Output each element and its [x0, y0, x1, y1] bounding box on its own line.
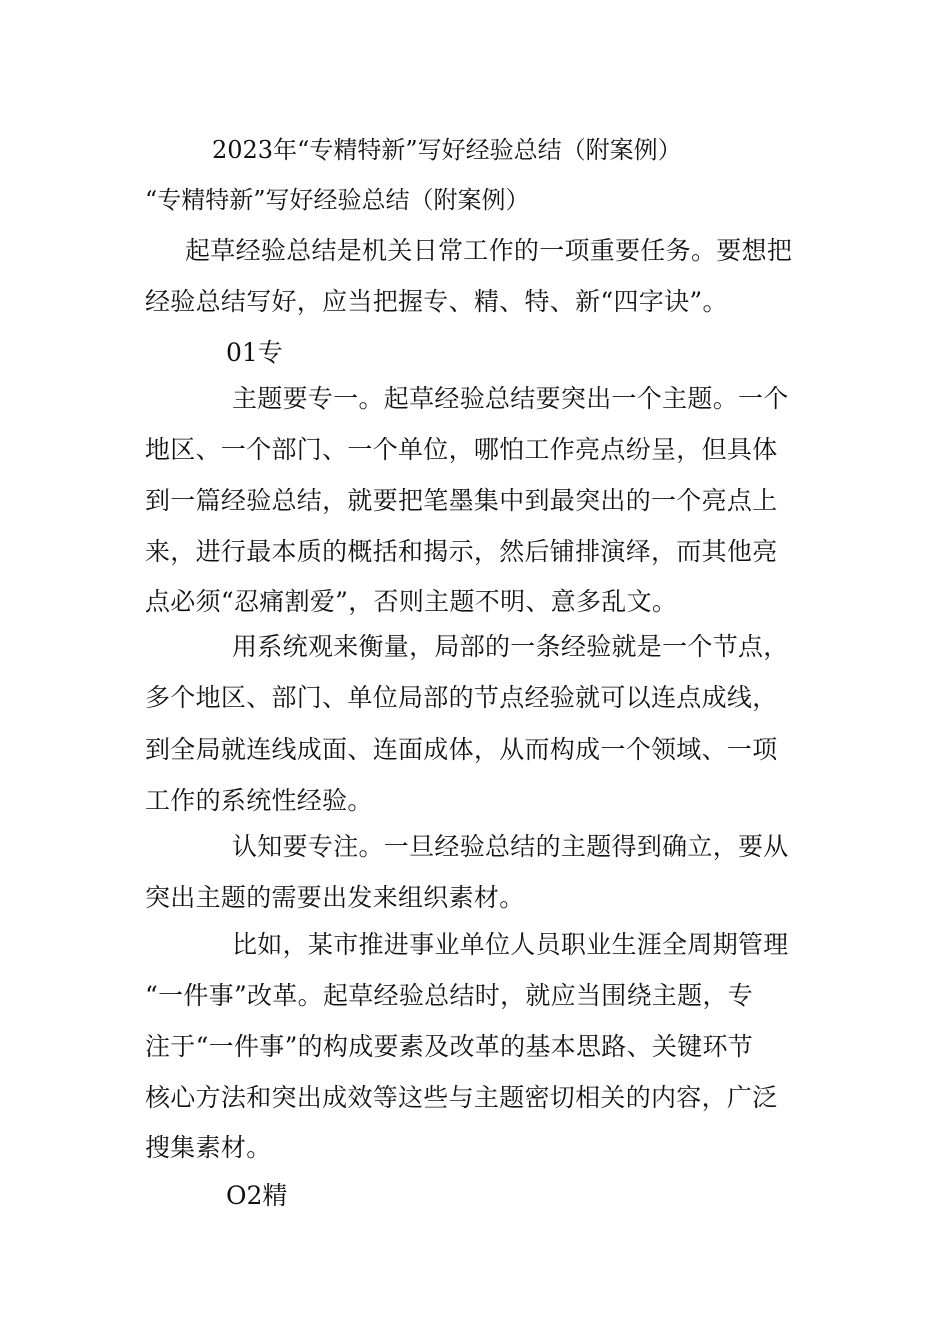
paragraph-line: 起草经验总结是机关日常工作的一项重要任务。要想把 [185, 236, 793, 265]
document-subtitle: “专精特新”写好经验总结（附案例） [145, 186, 530, 214]
section-heading: O2精 [226, 1181, 288, 1210]
paragraph-line: 突出主题的需要出发来组织素材。 [145, 883, 525, 912]
paragraph-line: 到全局就连线成面、连面成体，从而构成一个领域、一项 [145, 735, 778, 764]
paragraph-line: 主题要专一。起草经验总结要突出一个主题。一个 [232, 384, 789, 413]
paragraph-line: 比如，某市推进事业单位人员职业生涯全周期管理 [232, 930, 789, 959]
paragraph-line: 注于“一件事”的构成要素及改革的基本思路、关键环节 [145, 1032, 754, 1061]
paragraph-line: 核心方法和突出成效等这些与主题密切相关的内容，广泛 [145, 1083, 778, 1112]
paragraph-line: “一件事”改革。起草经验总结时，就应当围绕主题，专 [145, 981, 754, 1010]
paragraph-line: 地区、一个部门、一个单位，哪怕工作亮点纷呈，但具体 [145, 435, 778, 464]
section-heading: 01专 [226, 338, 283, 367]
paragraph-line: 用系统观来衡量，局部的一条经验就是一个节点， [232, 632, 789, 661]
paragraph-line: 搜集素材。 [145, 1133, 272, 1162]
paragraph-line: 多个地区、部门、单位局部的节点经验就可以连点成线， [145, 683, 778, 712]
paragraph-line: 经验总结写好，应当把握专、精、特、新“四字诀”。 [145, 287, 728, 316]
paragraph-line: 到一篇经验总结，就要把笔墨集中到最突出的一个亮点上 [145, 486, 778, 515]
paragraph-line: 来，进行最本质的概括和揭示，然后铺排演绎，而其他亮 [145, 537, 778, 566]
paragraph-line: 工作的系统性经验。 [145, 786, 373, 815]
paragraph-line: 点必须“忍痛割爱”，否则主题不明、意多乱文。 [145, 587, 678, 616]
document-title: 2023年“专精特新”写好经验总结（附案例） [212, 136, 682, 164]
paragraph-line: 认知要专注。一旦经验总结的主题得到确立，要从 [232, 832, 789, 861]
